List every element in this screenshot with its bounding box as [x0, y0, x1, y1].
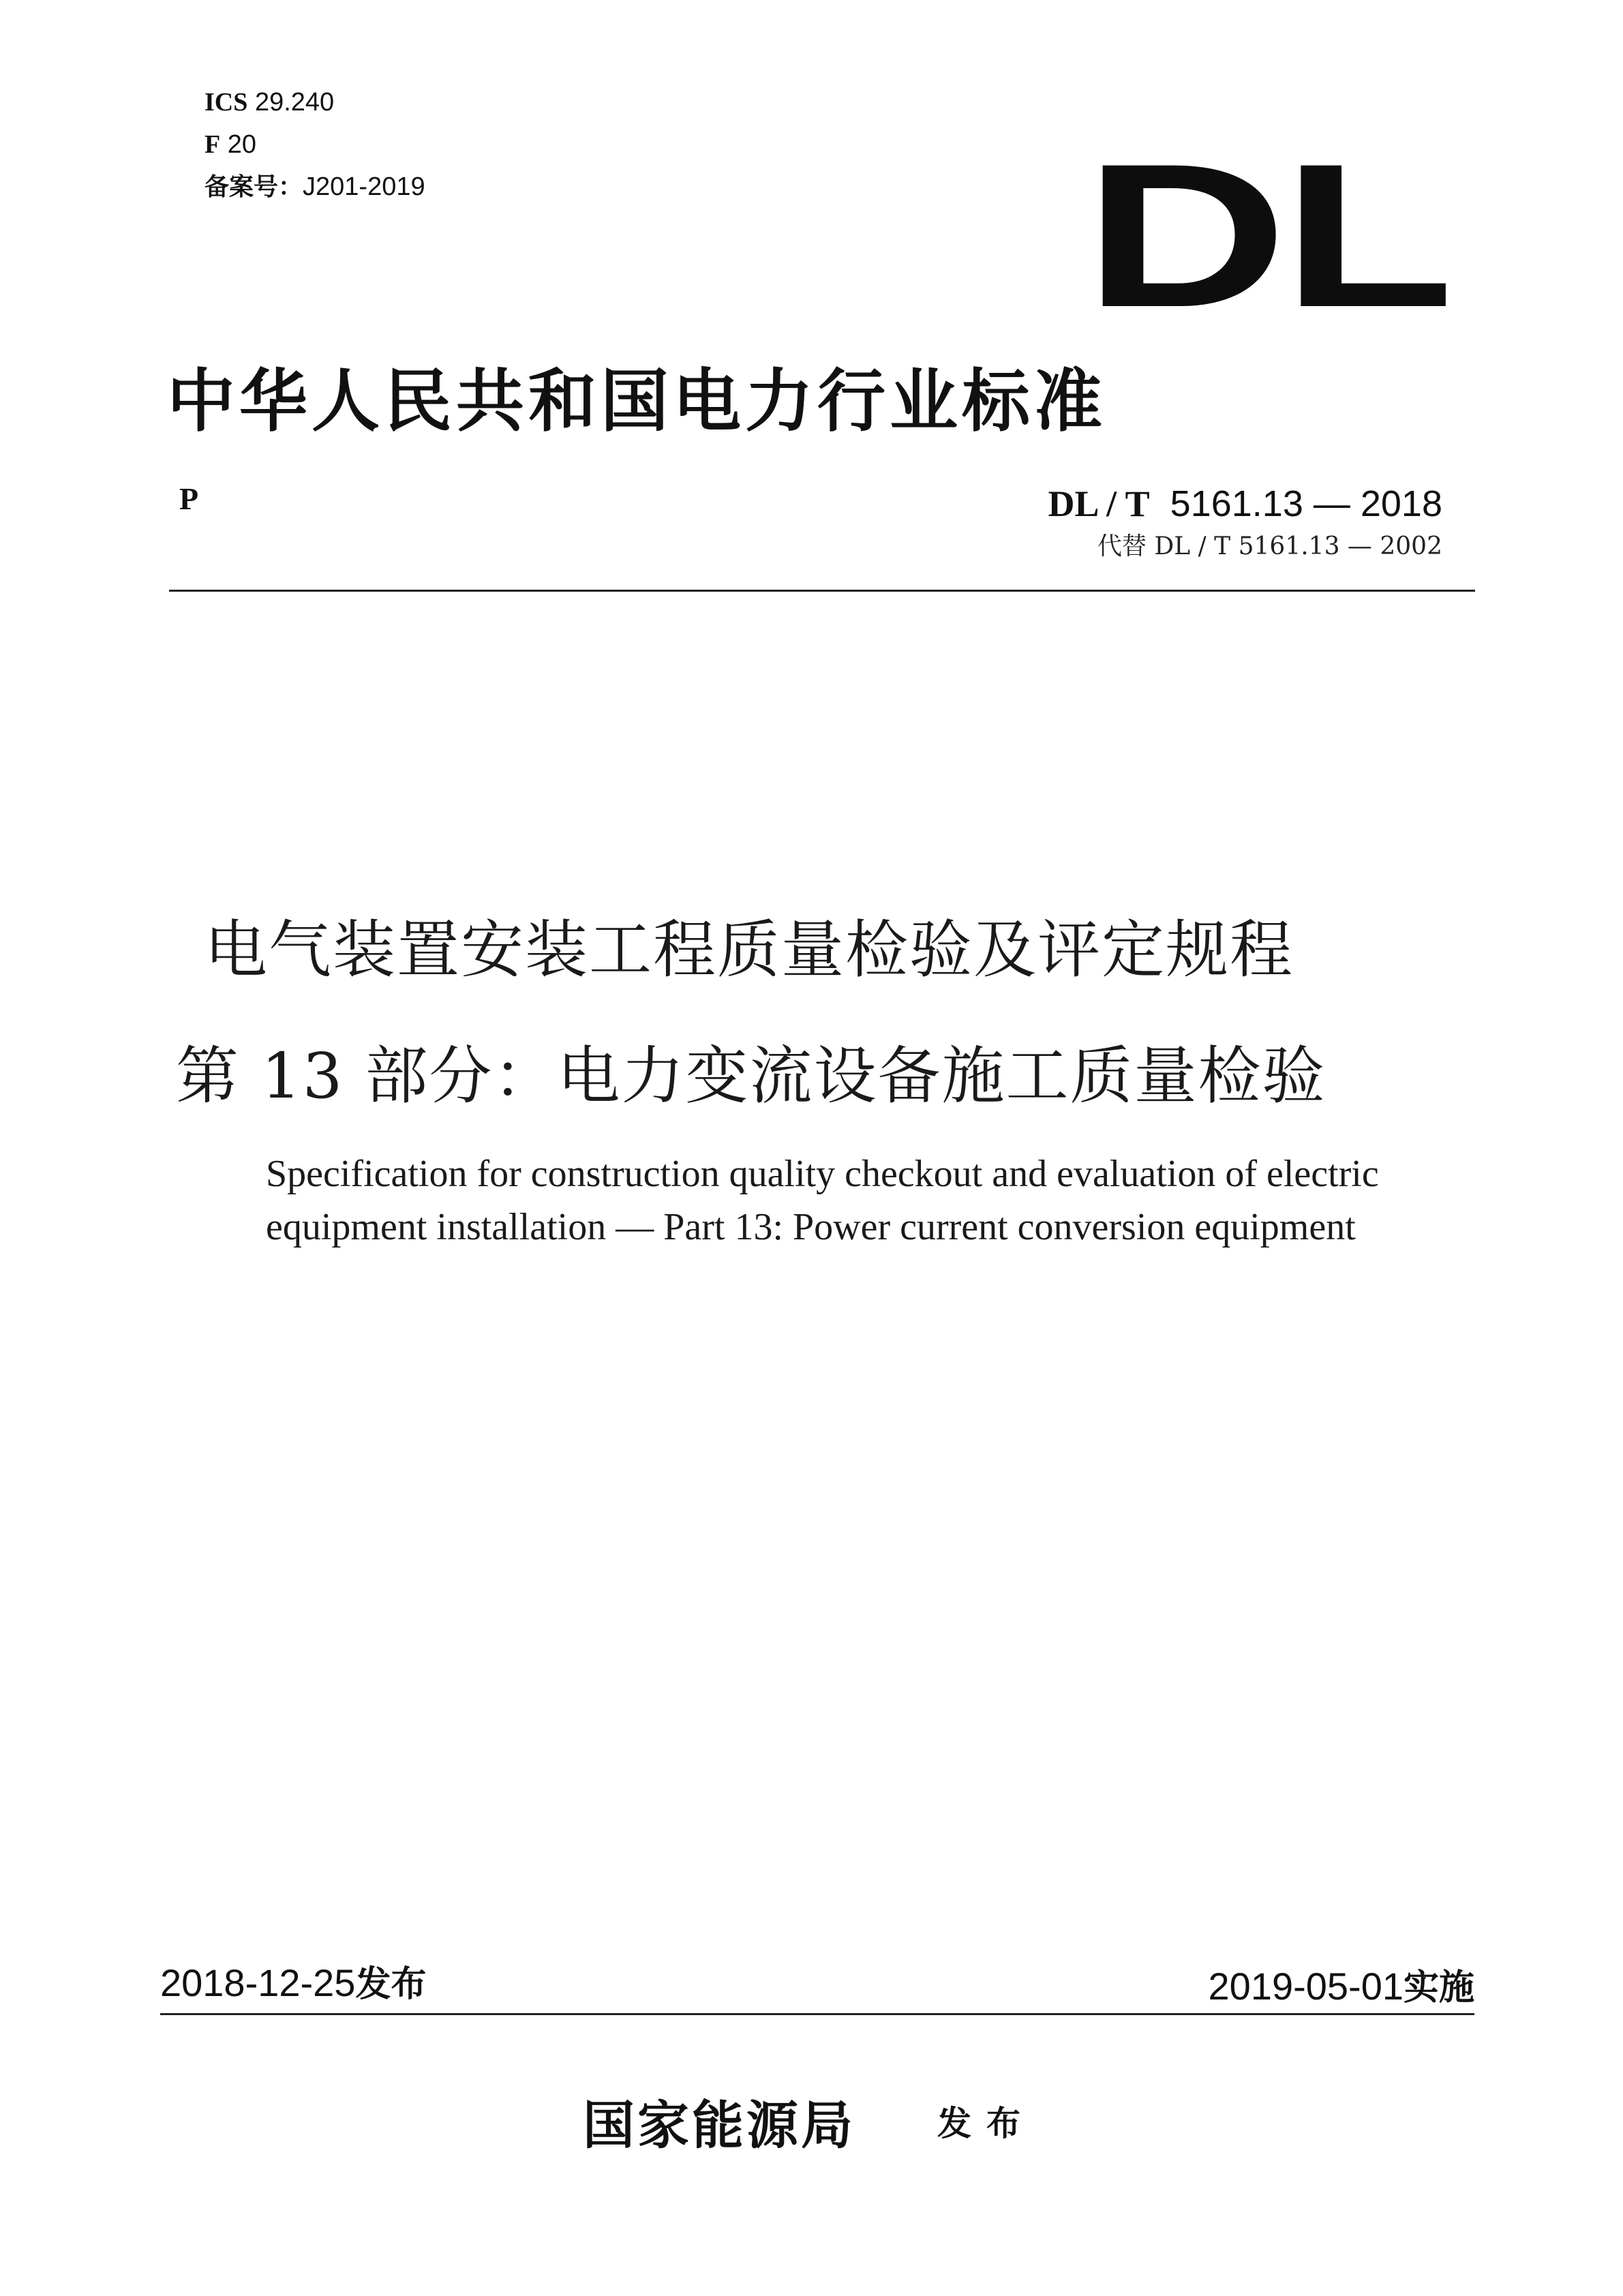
ics-label: ICS: [204, 88, 248, 117]
effective-date-label: 实施: [1403, 1967, 1474, 2008]
ccs-value: 20: [227, 130, 257, 159]
effective-date: [1209, 1959, 1474, 2010]
standard-number-code: 5161.13 — 2018: [1170, 483, 1442, 524]
title-en-line-1: Specification for construction quality checkout and evaluation of electric: [266, 1153, 1379, 1195]
title-zh-line-1: 电气装置安装工程质量检验及评定规程: [204, 913, 1294, 986]
dl-logo: DL: [1084, 121, 1449, 350]
issuer-action: 发布: [937, 2104, 1035, 2143]
ccs-label: F: [204, 130, 221, 159]
filing-value: J201-2019: [303, 172, 425, 201]
ccs-code: [204, 132, 256, 157]
issue-date-value: 2018-12-25: [160, 1961, 356, 2004]
replaces-standard: 代替 DL / T 5161.13 — 2002: [1097, 532, 1442, 560]
ics-value: 29.240: [254, 88, 335, 117]
category-letter: P: [179, 481, 199, 516]
filing-label: 备案号：: [204, 173, 303, 201]
title-en-line-2: equipment installation — Part 13: Power current conversion equipment: [266, 1206, 1356, 1248]
bottom-divider: [160, 2013, 1474, 2015]
effective-date-value: 2019-05-01: [1208, 1965, 1404, 2008]
issue-date: [160, 1955, 426, 2006]
standard-number-prefix: DL / T: [1048, 483, 1150, 524]
issuer-name: 国家能源局: [583, 2095, 855, 2156]
standard-number: [1048, 483, 1442, 525]
top-divider: [169, 590, 1475, 592]
filing-number: [204, 174, 425, 200]
standard-type-title: 中华人民共和国电力行业标准: [167, 361, 1106, 441]
issue-date-label: 发布: [355, 1964, 427, 2005]
title-zh-line-2: 第 13 部分：电力变流设备施工质量检验: [176, 1040, 1326, 1113]
ics-code: [204, 89, 334, 115]
